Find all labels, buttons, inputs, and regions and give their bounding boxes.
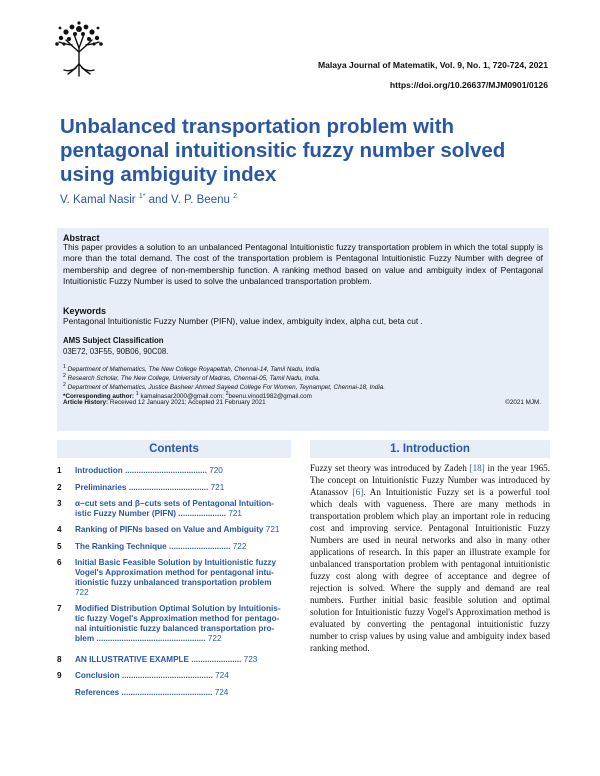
toc-page: 724 [215, 671, 229, 680]
journal-citation: Malaya Journal of Matematik, Vol. 9, No. 1, 720-724, 2021 [317, 60, 548, 70]
citation-link[interactable]: [6] [352, 487, 364, 497]
toc-label: istic Fuzzy Number (PIFN) [75, 509, 176, 518]
article-history [63, 399, 543, 408]
toc-link-preliminaries[interactable]: Preliminaries ................................... 721 [75, 483, 225, 492]
email-2[interactable]: beenu.vinod1982@gmail.com [228, 393, 312, 401]
introduction-heading: 1. Introduction [310, 440, 550, 458]
toc-number: 9 [57, 671, 62, 680]
toc-number: 3 [57, 499, 62, 508]
toc-link-ibfs[interactable] [75, 558, 291, 598]
footnote-2-text: Research Scholar, The New College, University of Madras, Chennai-05, Tamil Nadu, India. [67, 375, 321, 383]
doi-link[interactable]: https://doi.org/10.26637/MJM0901/0126 [389, 80, 548, 90]
toc-link-cut-sets[interactable]: α−cut sets and β−cuts sets of Pentagonal Intuition- istic Fuzzy Number (PIFN) ..................... 721 [75, 499, 274, 518]
toc-link-modi[interactable]: Modified Distribution Optimal Solution by Intuitionis- tic fuzzy Vogel's Approximation method for pentago- nal intuitionistic fuzzy balanced transportation pro- blem ................................................ 722 [75, 604, 281, 643]
email-1-mark: 1 [135, 391, 139, 397]
toc-link-ranking-technique[interactable]: The Ranking Technique ........................... 722 [75, 542, 247, 551]
toc-page: 721 [228, 509, 242, 518]
toc-label: References [75, 688, 120, 697]
toc-label: Conclusion [75, 671, 120, 680]
toc-number: 8 [57, 655, 62, 664]
toc-page: 724 [214, 688, 229, 697]
toc-number: 5 [57, 542, 62, 551]
abstract-text: This paper provides a solution to an unbalanced Pentagonal Intuitionistic fuzzy transportation problem in which the total supply is more than the total demand. The cost of the transportation problem is Pentagonal Intuitionistic Fuzzy Number with degree of membership and degree of non-membership function. A ranking method based on value and ambiguity index of Pentagonal Intuitionistic Fuzzy Number is used to solve the unbalanced transportation problem. [63, 242, 543, 287]
author-2-affiliation[interactable]: 2 [233, 193, 237, 200]
toc-page: 722 [207, 634, 222, 643]
toc-number: 4 [57, 525, 62, 534]
footnote-1-mark: 1 [63, 364, 66, 370]
toc-page: 721 [265, 525, 280, 534]
contents-heading: Contents [57, 440, 291, 458]
toc-label: The Ranking Technique [75, 542, 167, 551]
toc-link-ranking[interactable] [75, 525, 291, 535]
toc-label: tic fuzzy Vogel's Approximation method for pentago- [75, 614, 280, 623]
toc-label: Preliminaries [75, 483, 127, 492]
toc-label: Modified Distribution Optimal Solution by Intuitionis- [75, 604, 281, 613]
author-1: V. Kamal Nasir [60, 193, 136, 206]
keywords-text: Pentagonal Intuitionistic Fuzzy Number (PIFN), value index, ambiguity index, alpha cut, beta cut . [63, 316, 423, 326]
toc-number: 7 [57, 604, 62, 613]
toc-page: 720 [209, 466, 223, 475]
toc-link-conclusion[interactable]: Conclusion ........................................ 724 [75, 671, 229, 680]
introduction-text [310, 462, 550, 654]
citation-link[interactable]: [18] [469, 463, 485, 473]
toc-page: 722 [232, 542, 247, 551]
toc-page: 722 [75, 588, 89, 597]
toc-page: 721 [210, 483, 225, 492]
paper-title: Unbalanced transportation problem with pentagonal intuitionsitic fuzzy number solved using ambiguity index [60, 115, 506, 186]
abstract-panel [57, 228, 549, 431]
toc-link-example[interactable]: AN ILLUSTRATIVE EXAMPLE ...................... 723 [75, 655, 258, 664]
history-dates: Received 12 January 2021; Accepted 21 February 2021 [109, 399, 266, 406]
footnote-2-mark: 2 [63, 373, 66, 379]
toc-label: AN ILLUSTRATIVE EXAMPLE [75, 655, 190, 664]
abstract-heading: Abstract [63, 233, 100, 243]
toc-link-references[interactable]: References ........................................ 724 [75, 688, 229, 697]
toc-label: Vogel's Approximation method for pentagonal intu- [75, 568, 274, 577]
corresponding-label: *Corresponding author: [63, 393, 135, 401]
toc-label: itionistic fuzzy unbalanced transportation problem [75, 578, 272, 587]
toc-link-introduction[interactable]: Introduction .................................... 720 [75, 466, 223, 475]
toc-label: blem [75, 634, 95, 643]
toc-label: nal intuitionistic fuzzy balanced transportation pro- [75, 624, 275, 633]
toc-number: 6 [57, 558, 62, 567]
toc-label: α−cut sets and β−cuts sets of Pentagonal Intuition- [75, 499, 274, 508]
author-conjunction: and V. P. Beenu [145, 193, 230, 206]
intro-text-3: . An Intuitionistic Fuzzy set is a powerful tool which deals with vagueness. There are many methods in transportation problem which play an important role in reducing cost and improving service. Pentagonal Intuitionistic Fuzzy Numbers are used in neural networks and also in many other applications of research. In this paper an illustrate example for unbalanced transportation problem with pentagonal intuitionistic fuzzy cost along with degree of acceptance and degree of rejection is solved. Where the supply and demand are real numbers. Further initial basic feasible solution and optimal solution for Intuitionistic fuzzy Vogel's Approximation method is evaluated by converting the pentagonal intuitionistic fuzzy number to crisp values by using value and ambiguity index based ranking method. [310, 487, 550, 653]
toc-number: 1 [57, 466, 62, 475]
email-1[interactable]: kamalnasar2000@gmail.com; [140, 393, 224, 401]
footnote-2b-text: Department of Mathematics, Justice Basheer Ahmed Sayeed College For Women, Teynampet, Chennai-18, India. [67, 384, 386, 392]
footnote-1-text: Department of Mathematics, The New College Royapettah, Chennai-14, Tamil Nadu, India. [67, 366, 321, 374]
author-line [60, 193, 237, 206]
footnote-2b-mark: 2 [63, 382, 66, 388]
copyright: ©2021 MJM. [505, 399, 541, 406]
ams-heading: AMS Subject Classification [63, 336, 164, 345]
toc-label: Initial Basic Feasible Solution by Intuitionistic fuzzy [75, 558, 277, 567]
toc-label: Ranking of PIFNs based on Value and Ambiguity [75, 525, 264, 534]
intro-text-1: Fuzzy set theory was introduced by Zadeh [310, 463, 470, 473]
toc-number: 2 [57, 483, 62, 492]
toc-label: Introduction [75, 466, 123, 475]
toc-page: 723 [243, 655, 258, 664]
author-1-affiliation[interactable]: 1* [138, 193, 146, 200]
ams-codes: 03E72, 03F55, 90B06, 90C08. [63, 347, 169, 356]
intro-text-2: in the year 1965. The concept on Intuitionistic Fuzzy Number was introduced by Atanassov [310, 463, 550, 497]
history-label: Article History: [63, 399, 109, 406]
keywords-heading: Keywords [63, 306, 107, 316]
email-2-mark: 2 [225, 391, 229, 397]
journal-tree-logo [48, 20, 110, 82]
